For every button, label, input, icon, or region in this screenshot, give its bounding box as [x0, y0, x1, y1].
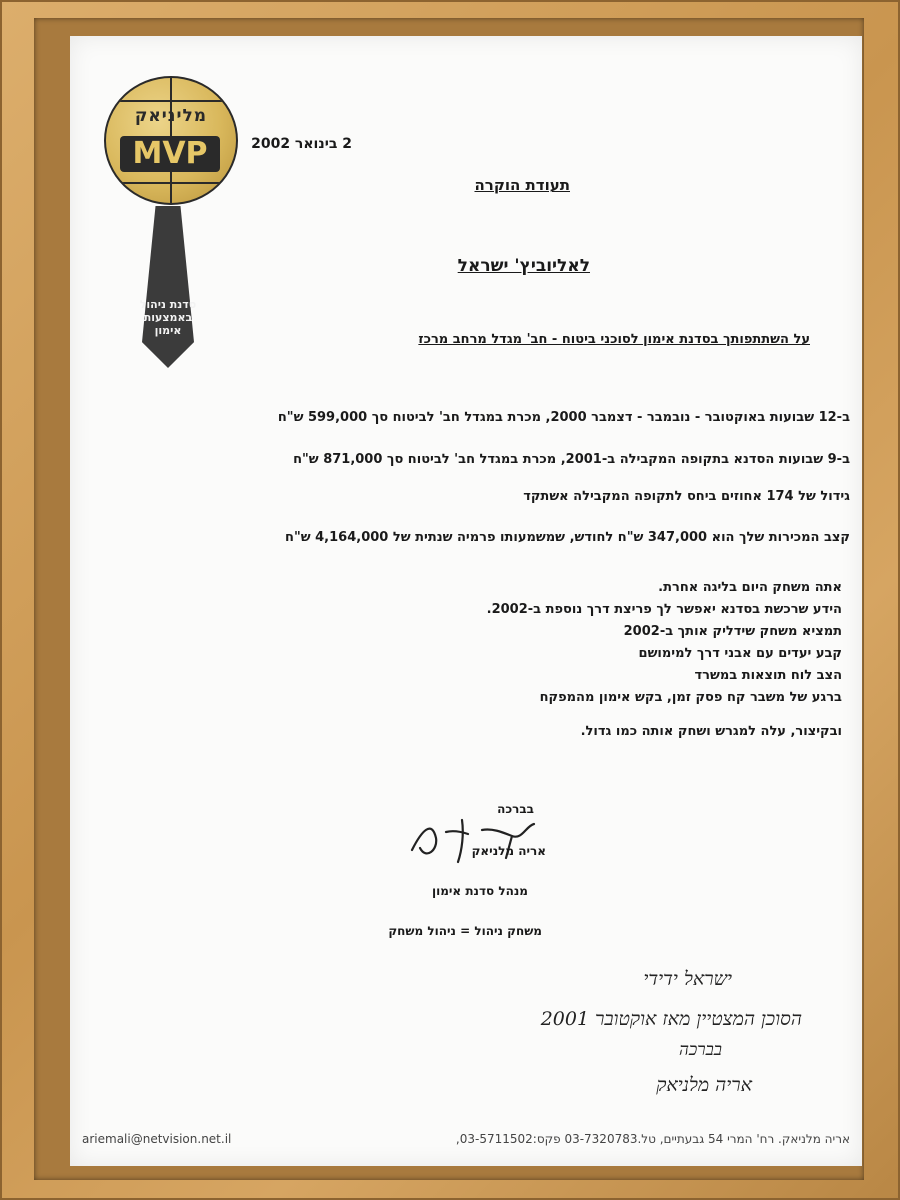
footer-email: ariemali@netvision.net.il	[82, 1132, 232, 1146]
advice-line: הצב לוח תוצאות במשרד	[694, 668, 842, 683]
certificate-subject: על השתתפותך בסדנת אימון לסוכני ביטוח - חב' מגדל מרחב מרכז	[418, 332, 810, 347]
handwritten-salutation: ישראל ידידי	[643, 968, 732, 990]
motto: משחק ניהול = ניהול משחק	[388, 924, 542, 938]
certificate-paper	[70, 36, 862, 1166]
document-date: 2 בינואר 2002	[251, 136, 352, 152]
ball-seam-vertical-bottom	[170, 172, 172, 203]
certificate-title: תעודת הוקרה	[474, 176, 570, 194]
handwritten-greeting: בברכה	[678, 1040, 722, 1060]
logo-brand-name: מליניאק	[134, 106, 208, 126]
advice-line: הידע שרכשת בסדנא יאפשר לך פריצת דרך נוספת ב-2002.	[486, 602, 842, 617]
advice-line: ברגע של משבר קח פסק זמן, בקש אימון מהמפקח	[539, 690, 842, 705]
recipient-name: לאליוביץ' ישראל	[457, 256, 590, 276]
advice-line: אתה משחק היום בליגה אחרת.	[658, 580, 842, 595]
necktie-text: סדנת ניהול באמצעות אימון	[139, 298, 197, 337]
result-line: גידול של 174 אחוזים ביחס לתקופה המקבילה אשתקד	[523, 489, 850, 504]
necktie-graphic	[142, 206, 194, 368]
result-line: ב-9 שבועות הסדנא בתקופה המקבילה ב-2001, מכרת במגדל חב' לביטוח סך 871,000 ש"ח	[293, 452, 850, 467]
advice-line: קבע יעדים עם אבני דרך למימושם	[638, 646, 842, 661]
signer-role: מנהל סדנת אימון	[431, 884, 528, 898]
result-line: קצב המכירות שלך הוא 347,000 ש"ח לחודש, שמשמעותו פרמיה שנתית של 4,164,000 ש"ח	[285, 530, 850, 545]
handwritten-signature	[402, 810, 552, 870]
logo-mvp-text: MVP	[132, 136, 208, 171]
advice-line: תמציא משחק שידליק אותך ב-2002	[623, 624, 842, 639]
basketball-logo	[104, 76, 238, 205]
signature-greeting: בברכה	[497, 802, 534, 816]
signer-name: אריה מלניאק	[471, 844, 546, 858]
result-line: ב-12 שבועות באוקטובר - נובמבר - דצמבר 2000, מכרת במגדל חב' לביטוח סך 599,000 ש"ח	[277, 410, 850, 425]
handwritten-signoff: אריה מלניאק	[656, 1074, 752, 1096]
closing-line: ובקיצור, עלה למגרש ושחק אותה כמו גדול.	[580, 724, 842, 739]
footer-address: אריה מלניאק. רח' המרי 54 גבעתיים, טל.03-7320783 פקס:03-5711502,	[455, 1132, 850, 1146]
handwritten-dedication: הסוכן המצטיין מאז אוקטובר 2001	[540, 1008, 802, 1030]
